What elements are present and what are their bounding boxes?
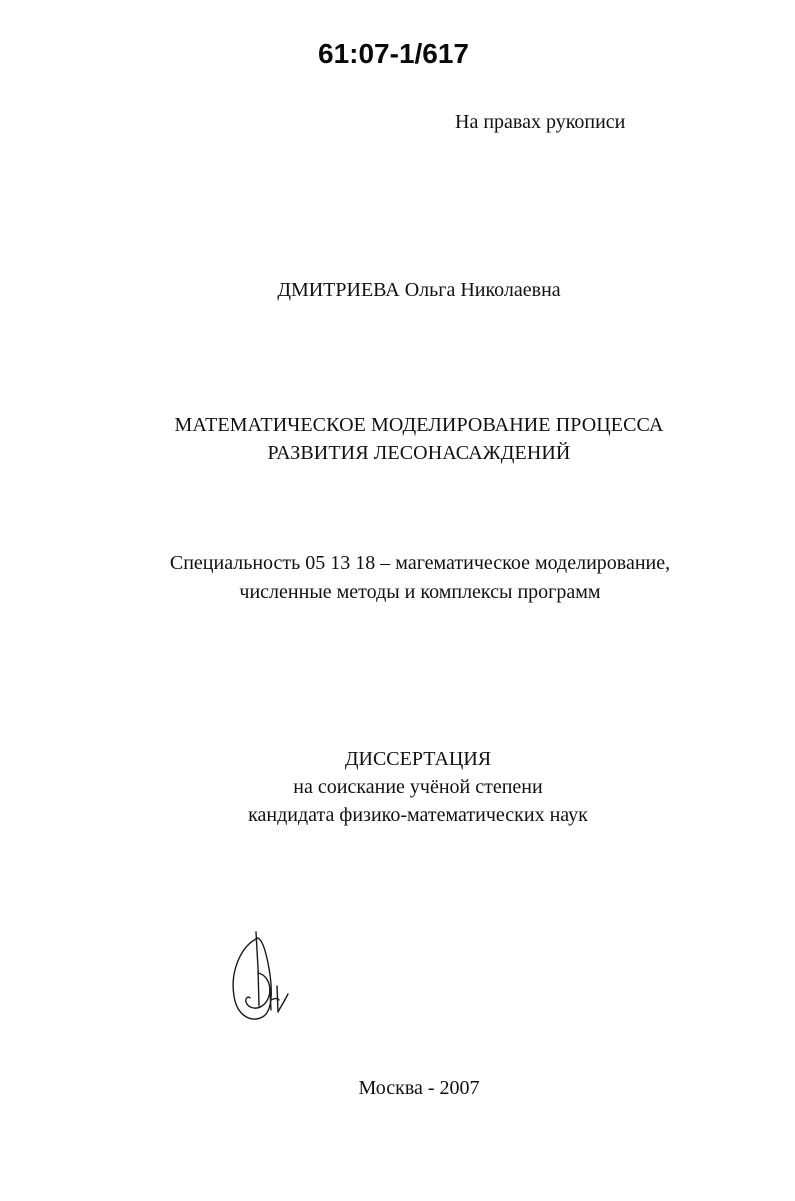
specialty-line-2: численные методы и комплексы программ (239, 581, 601, 603)
specialty (0, 549, 795, 607)
title-line-1: МАТЕМАТИЧЕСКОЕ МОДЕЛИРОВАНИЕ ПРОЦЕССА (174, 414, 664, 436)
author-name: ДМИТРИЕВА Ольга Николаевна (277, 279, 561, 301)
degree-line-2: на соискание учёной степени (293, 776, 543, 798)
degree-statement (0, 745, 795, 829)
degree-line-3: кандидата физико-математических наук (248, 804, 588, 826)
specialty-line-1: Специальность 05 13 18 – магематическое моделирование, (169, 552, 671, 574)
degree-type: ДИССЕРТАЦИЯ (344, 748, 492, 770)
place-and-year: Москва - 2007 (358, 1077, 480, 1099)
signature-icon (222, 928, 317, 1028)
dissertation-title (0, 411, 795, 467)
rights-note: На правах рукописи (455, 111, 626, 133)
catalog-number: 61:07-1/617 (318, 38, 470, 69)
title-line-2: РАЗВИТИЯ ЛЕСОНАСАЖДЕНИЙ (267, 442, 571, 464)
